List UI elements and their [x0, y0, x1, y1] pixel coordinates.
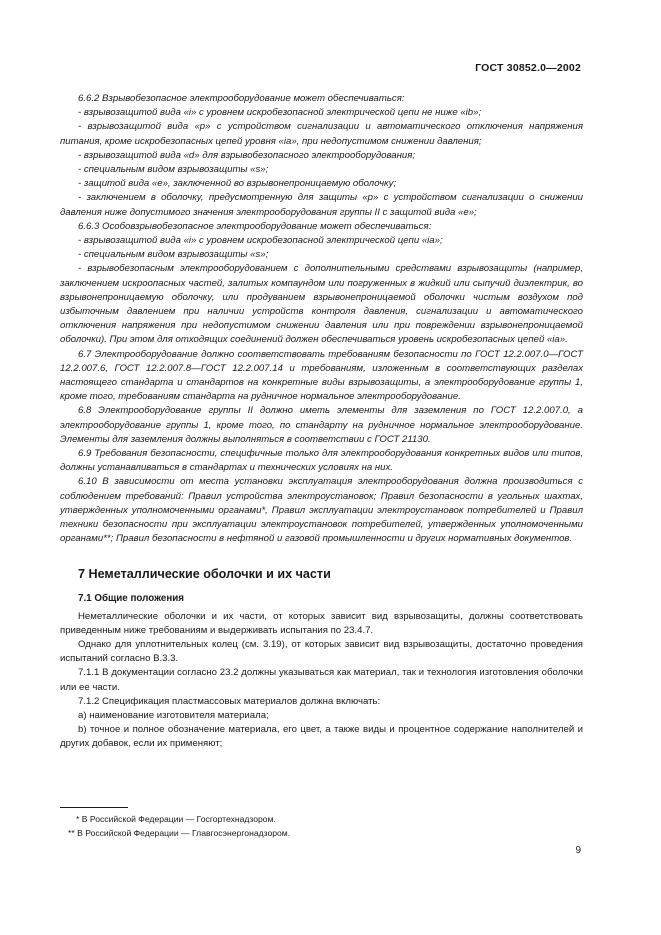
clause-7-1-2: 7.1.2 Спецификация пластмассовых материалов должна включать:: [78, 695, 381, 707]
subsection-title: 7.1 Общие положения: [78, 592, 185, 604]
list-item: - защитой вида «е», заключенной во взрывонепроницаемую оболочку;: [78, 178, 397, 190]
document-header: ГОСТ 30852.0—2002: [475, 62, 581, 74]
page-number: 9: [575, 845, 581, 856]
clause-6-10: 6.10 В зависимости от места установки эксплуатация электрооборудования должна производиться с соблюдением требований: Правил устройства электроустановок; Правил безопасности в угольных шахтах, утвержденных уполномоченными органами*, Правил эксплуатации электроустановок потребителей и Правил техники безопасности при эксплуатации электроустановок потребителей, утвержденных уполномоченными органами**; Правил безопасности в нефтяной и газовой промышленности и других нормативных документов.: [60, 476, 583, 545]
section-title: 7 Неметаллические оболочки и их части: [78, 566, 331, 581]
footnote-divider: [60, 807, 128, 808]
main-text: [60, 92, 583, 752]
list-item: - заключением в оболочку, предусмотренную для защиты «р» с устройством сигнализации о снижении давления ниже допустимого значения электрооборудования группы II с защитой вида «е»;: [60, 192, 583, 218]
footnote: * В Российской Федерации — Госгортехнадзором.: [76, 814, 276, 824]
list-item: - взрывобезопасным электрооборудованием с дополнительными средствами взрывозащиты (например, заключением искроопасных частей, залитых компаундом или погруженных в жидкий или сыпучий диэлектрик, во взрывонепроницаемую оболочку, или продуванием взрывонепроницаемой оболочки чистым воздухом под избыточным давлением при наличии устройств контроля давления, сигнализации и автоматического отключения напряжения при недопустимом снижении давления или при повреждении взрывонепроницаемой оболочки). При этом для отходящих соединений должен обеспечиваться уровень искробезопасных цепей «ia».: [60, 263, 583, 346]
clause-7-1-1: 7.1.1 В документации согласно 23.2 должны указываться как материал, так и технология изготовления оболочки или ее части.: [60, 667, 583, 693]
list-item: - специальным видом взрывозащиты «s»;: [78, 249, 269, 261]
paragraph: Однако для уплотнительных колец (см. 3.19), от которых зависит вид взрывозащиты, достаточно проведения испытаний согласно В.3.3.: [60, 638, 583, 665]
list-item: - взрывозащитой вида «d» для взрывобезопасного электрооборудования;: [78, 149, 416, 161]
clause-6-6-3: 6.6.3 Особовзрывобезопасное электрооборудование может обеспечиваться:: [78, 220, 432, 232]
list-item: а) наименование изготовителя материала;: [78, 709, 269, 721]
list-item: - взрывозащитой вида «i» с уровнем искробезопасной электрической цепи не ниже «ib»;: [78, 107, 482, 119]
clause-6-9: 6.9 Требования безопасности, специфичные только для электрооборудования конкретных видов или типов, должны устанавливаться в стандартах и технических условиях на них.: [60, 448, 583, 474]
footnote: ** В Российской Федерации — Главгосэнергонадзором.: [68, 828, 291, 838]
clause-6-8: 6.8 Электрооборудование группы II должно иметь элементы для заземления по ГОСТ 12.2.007.0, а электрооборудование группы 1, кроме того, по стандарту на рудничное нормальное электрооборудование. Элементы для заземления должны выполняться в соответствии с ГОСТ 21130.: [60, 405, 583, 445]
list-item: - взрывозащитой вида «р» с устройством сигнализации и автоматического отключения напряжения питания, кроме искробезопасных цепей уровня «ia», при недопустимом снижении давления;: [60, 121, 583, 147]
clause-6-6-2: 6.6.2 Взрывобезопасное электрооборудование может обеспечиваться:: [78, 93, 405, 104]
footnotes: [60, 812, 583, 840]
clause-6-7: 6.7 Электрооборудование должно соответствовать требованиям безопасности по ГОСТ 12.2.007.0—ГОСТ 12.2.007.6, ГОСТ 12.2.007.8—ГОСТ 12.2.007.14 и требованиям, изложенным в соответствующих разделах настоящего стандарта и стандартов на конкретные виды взрывозащиты, а электрооборудование группы 1, кроме того, требованиям стандарта на рудничное нормальное электрооборудование.: [60, 348, 583, 403]
paragraph: Неметаллические оболочки и их части, от которых зависит вид взрывозащиты, должны соответствовать приведенным ниже требованиям и выдерживать испытания по 23.4.7.: [60, 610, 583, 636]
list-item: b) точное и полное обозначение материала, его цвет, а также виды и процентное содержание наполнителей и других добавок, если их применяют;: [60, 724, 583, 750]
list-item: - взрывозащитой вида «i» с уровнем искробезопасной электрической цепи «ia»;: [78, 235, 443, 247]
list-item: - специальным видом взрывозащиты «s»;: [78, 164, 269, 176]
